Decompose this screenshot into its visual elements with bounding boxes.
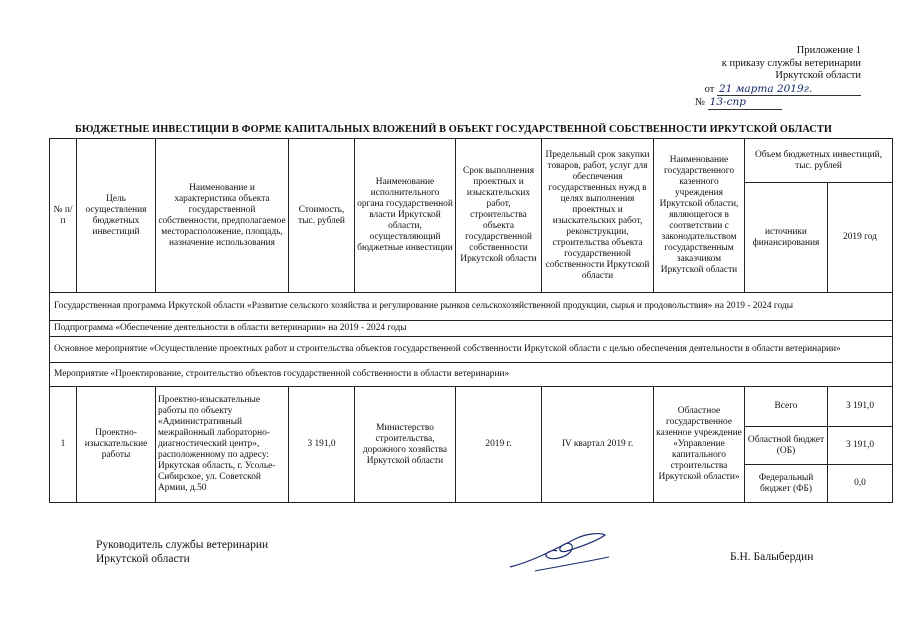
funding-value-total: 3 191,0	[828, 387, 893, 427]
row-term: 2019 г.	[456, 387, 542, 503]
header-goal: Цель осуществления бюджетных инвестиций	[77, 139, 156, 293]
appendix-block	[671, 45, 861, 110]
investments-table	[49, 138, 893, 503]
section-main-event: Основное мероприятие «Осуществление проектных работ и строительства объектов государственной собственности Иркутской области с целью обеспечения деятельности в области ветеринарии»	[50, 337, 893, 363]
section-event-row	[50, 363, 893, 387]
row-goal: Проектно-изыскательские работы	[77, 387, 156, 503]
number-handwritten: 13-спр	[708, 96, 782, 110]
appendix-line-2: к приказу службы ветеринарии	[721, 57, 861, 69]
appendix-line-1: Приложение 1	[796, 45, 861, 56]
signature-position-line-2: Иркутской области	[96, 553, 190, 565]
header-customer: Наименование государственного казенного учреждения Иркутской области, являющегося в соответствии с законодательством государственным заказчиком Иркутской области	[654, 139, 745, 293]
header-cost: Стоимость, тыс. рублей	[289, 139, 355, 293]
date-handwritten: 21 марта 2019г.	[717, 83, 861, 97]
document-title: БЮДЖЕТНЫЕ ИНВЕСТИЦИИ В ФОРМЕ КАПИТАЛЬНЫХ ВЛОЖЕНИЙ В ОБЪЕКТ ГОСУДАРСТВЕННОЙ СОБСТВЕННОСТИ ИРКУТСКОЙ ОБЛАСТИ	[74, 124, 833, 135]
table-row	[50, 387, 893, 427]
header-sources: источники финансирования	[745, 183, 828, 293]
header-term: Срок выполнения проектных и изыскательских работ, строительства объекта государственной собственности Иркутской области	[456, 139, 542, 293]
header-num: № п/п	[50, 139, 77, 293]
funding-source-total: Всего	[745, 387, 828, 427]
header-year: 2019 год	[828, 183, 893, 293]
signature-position-line-1: Руководитель службы ветеринарии	[96, 539, 269, 551]
handwritten-signature-icon	[505, 527, 615, 577]
section-program: Государственная программа Иркутской области «Развитие сельского хозяйства и регулирование рынков сельскохозяйственной продукции, сырья и продовольствия» на 2019 - 2024 годы	[50, 293, 893, 321]
row-executor: Министерство строительства, дорожного хозяйства Иркутской области	[355, 387, 456, 503]
funding-source-regional: Областной бюджет (ОБ)	[745, 427, 828, 465]
section-main-event-row	[50, 337, 893, 363]
header-volume: Объем бюджетных инвестиций, тыс. рублей	[745, 139, 893, 183]
appendix-date	[671, 83, 861, 97]
funding-value-regional: 3 191,0	[828, 427, 893, 465]
funding-value-federal: 0,0	[828, 465, 893, 503]
signature-name: Б.Н. Балыбердин	[730, 551, 814, 563]
number-prefix: №	[695, 97, 706, 108]
signature-position	[96, 538, 268, 566]
row-purchase: IV квартал 2019 г.	[542, 387, 654, 503]
appendix-number	[671, 96, 861, 110]
date-prefix: от	[704, 83, 715, 95]
section-program-row	[50, 293, 893, 321]
row-num: 1	[50, 387, 77, 503]
header-object: Наименование и характеристика объекта государственной собственности, предполагаемое месторасположение, площадь, назначение использования	[156, 139, 289, 293]
section-event: Мероприятие «Проектирование, строительство объектов государственной собственности в области ветеринарии»	[50, 363, 893, 387]
header-executor: Наименование исполнительного органа государственной власти Иркутской области, осуществляющий бюджетные инвестиции	[355, 139, 456, 293]
section-subprogram-row	[50, 321, 893, 337]
header-purchase: Предельный срок закупки товаров, работ, услуг для обеспечения государственных нужд в целях выполнения проектных и изыскательских работ, реконструкции, строительства объекта государственной собственности Иркутской области	[542, 139, 654, 293]
funding-source-federal: Федеральный бюджет (ФБ)	[745, 465, 828, 503]
appendix-line-3: Иркутской области	[775, 70, 861, 81]
row-cost: 3 191,0	[289, 387, 355, 503]
header-row-1	[50, 139, 893, 183]
section-subprogram: Подпрограмма «Обеспечение деятельности в области ветеринарии» на 2019 - 2024 годы	[50, 321, 893, 337]
row-object: Проектно-изыскательные работы по объекту «Административный межрайонный лабораторно-диагностический центр», расположенному по адресу: Иркутская область, г. Усолье-Сибирское, ул. Советской Армии, д.50	[156, 387, 289, 503]
row-customer: Областное государственное казенное учреждение «Управление капитального строительства Иркутской области»	[654, 387, 745, 503]
